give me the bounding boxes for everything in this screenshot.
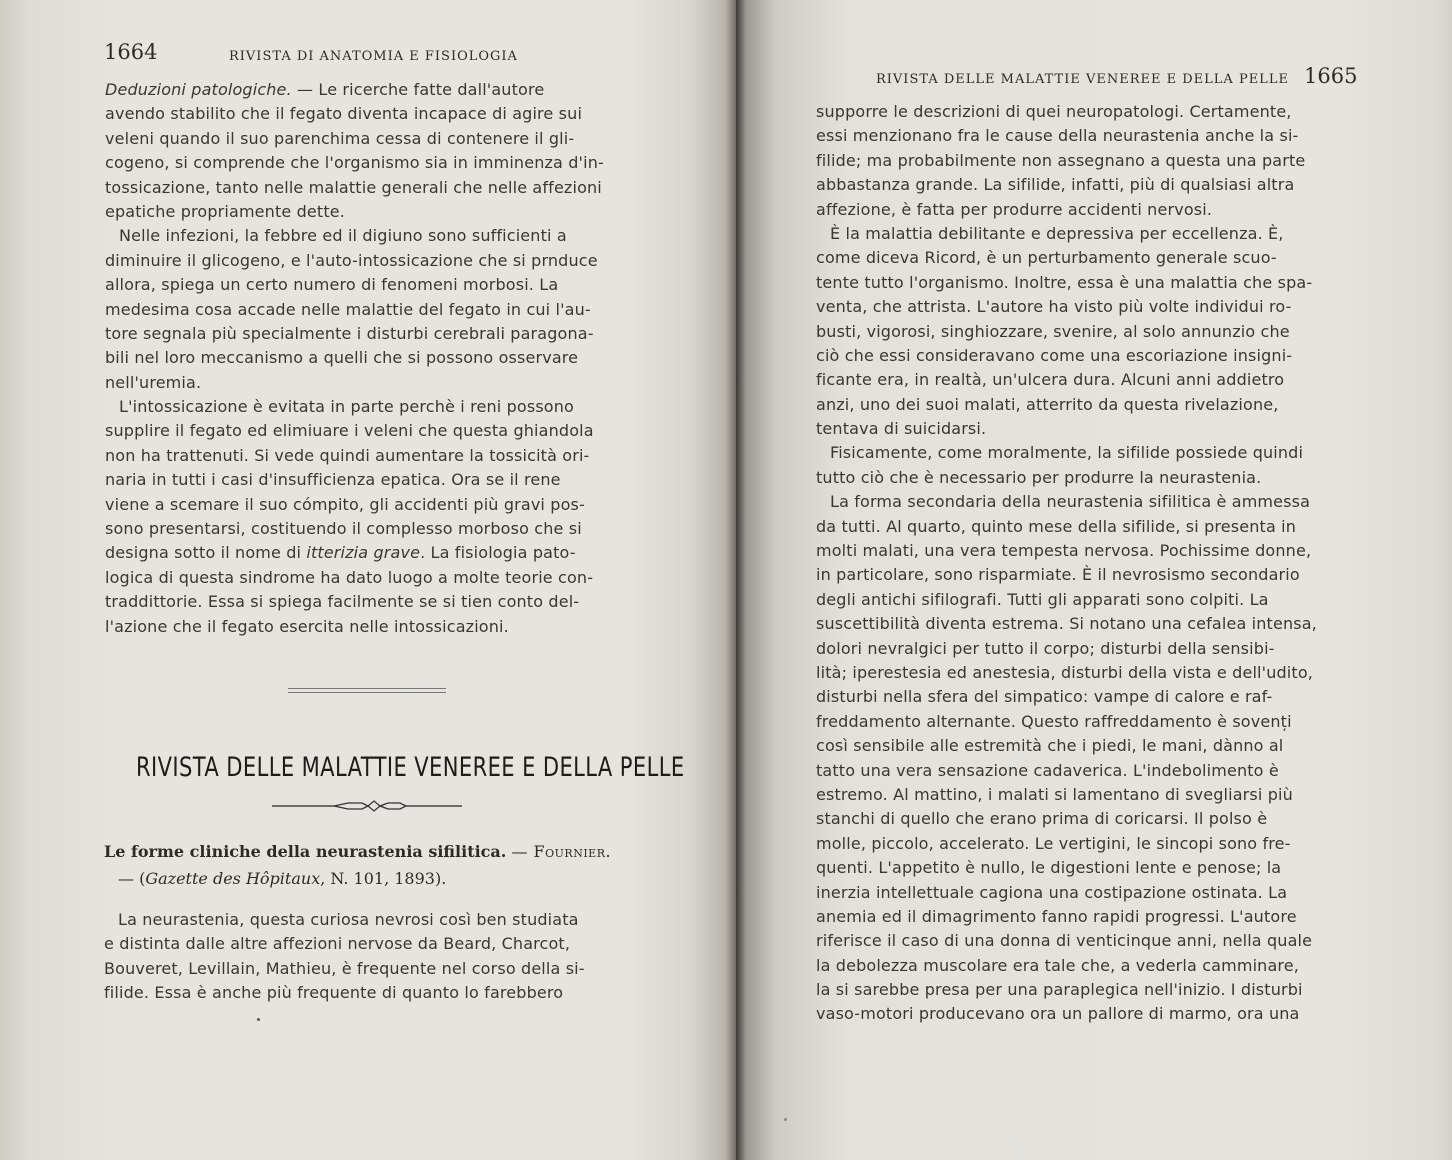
left-article-text [104, 908, 644, 1006]
left-page-number: 1664 [104, 40, 158, 64]
article-heading-line-1 [104, 838, 664, 865]
text-line: riferisce il caso di una donna di venticinque anni, nella quale [816, 931, 1313, 951]
text-line: anzi, uno dei suoi malati, atterrito da questa rivelazione, [816, 394, 1279, 414]
text-line: tente tutto l'organismo. Inoltre, essa è una malattia che spa- [816, 272, 1313, 292]
text-line: affezione, è fatta per produrre accidenti nervosi. [816, 199, 1213, 219]
text-line: e distinta dalle altre affezioni nervose da Beard, Charcot, [104, 934, 571, 954]
text-line: ficante era, in realtà, un'ulcera dura. Alcuni anni addietro [816, 370, 1285, 390]
text-line: non ha trattenuti. Si vede quindi aumentare la tossicità ori- [105, 445, 590, 465]
text-line: tatto una vera sensazione cadaverica. L'indebolimento è [816, 760, 1279, 780]
text-line: disturbi nella sfera del simpatico: vampe di calore e raf- [816, 687, 1273, 707]
text-line: stanchi di quello che erano prima di coricarsi. Il polso è [816, 809, 1268, 829]
text-line: l'azione che il fegato esercita nelle intossicazioni. [105, 616, 509, 636]
print-speck [257, 1018, 260, 1021]
text-line: essi menzionano fra le cause della neurastenia anche la si- [816, 126, 1299, 146]
text-line: tore segnala più specialmente i disturbi cerebrali paragona- [105, 323, 594, 343]
text-line: tossicazione, tanto nelle malattie generali che nelle affezioni [105, 177, 602, 197]
text-line: Fisicamente, come moralmente, la sifilide possiede quindi [830, 443, 1304, 463]
section-title: RIVISTA DELLE MALATTIE VENEREE E DELLA PELLE [136, 752, 685, 783]
text-line: La neurastenia, questa curiosa nevrosi così ben studiata [118, 910, 579, 929]
text-line: Bouveret, Levillain, Mathieu, è frequente nel corso della si- [104, 958, 585, 978]
text-line: medesima cosa accade nelle malattie del fegato in cui l'au- [105, 299, 591, 319]
text-line: La forma secondaria della neurastenia sifilitica è ammessa [830, 492, 1311, 512]
text-line: degli antichi sifilografi. Tutti gli apparati sono colpiti. La [816, 589, 1269, 609]
text-line: allora, spiega un certo numero di fenomeni morbosi. La [105, 275, 559, 295]
text-line: come diceva Ricord, è un perturbamento generale scuo- [816, 248, 1277, 268]
text-line: suscettibilità diventa estrema. Si notano una cefalea intensa, [816, 614, 1317, 634]
line-italic: itterizia grave [306, 543, 421, 563]
left-running-head: RIVISTA DI ANATOMIA E FISIOLOGIA [229, 49, 518, 64]
right-body-text [816, 100, 1356, 1027]
article-heading [104, 838, 664, 892]
article-journal-suffix: , N. 101, 1893). [320, 869, 447, 888]
text-line: inerzia intellettuale cagiona una costipazione ostinata. La [816, 882, 1288, 902]
ornament-rule [272, 800, 462, 812]
text-line: filide; ma probabilmente non assegnano a questa una parte [816, 150, 1306, 170]
text-line: così sensibile alle estremità che i piedi, le mani, dànno al [816, 736, 1284, 756]
text-line: sono presentarsi, costituendo il complesso morboso che si [105, 519, 582, 539]
text-line: bili nel loro meccanismo a quelli che si possono osservare [105, 348, 579, 368]
text-line [105, 541, 645, 565]
text-line: cogeno, si comprende che l'organismo sia in imminenza d'in- [105, 153, 604, 173]
text-line: tutto ciò che è necessario per produrre la neurastenia. [816, 467, 1262, 487]
text-line: lità; iperestesia ed anestesia, disturbi della vista e dell'udito, [816, 662, 1313, 682]
text-line: da tutti. Al quarto, quinto mese della sifilide, si presenta in [816, 516, 1297, 536]
text-line: ciò che essi consideravano come una escoriazione insigni- [816, 345, 1293, 365]
article-journal: Gazette des Hôpitaux [145, 869, 321, 888]
text-line: L'intossicazione è evitata in parte perchè i reni possono [119, 397, 574, 417]
line-text: — Le ricerche fatte dall'autore [291, 80, 545, 99]
article-author: — Fournier. [511, 842, 612, 861]
text-line: dolori nevralgici per tutto il corpo; disturbi della sensibi- [816, 638, 1275, 658]
text-line: anemia ed il dimagrimento fanno rapidi progressi. L'autore [816, 906, 1297, 926]
text-line: traddittorie. Essa si spiega facilmente se si tien conto del- [105, 592, 580, 612]
article-title: Le forme cliniche della neurastenia sifilitica. [104, 842, 507, 861]
section-divider [288, 688, 446, 693]
right-running-head: RIVISTA DELLE MALATTIE VENEREE E DELLA PELLE [876, 72, 1289, 87]
text-line: molle, piccolo, accelerato. Le vertigini, le sincopi sono fre- [816, 833, 1291, 853]
text-line: molti malati, una vera tempesta nervosa. Pochissime donne, [816, 541, 1312, 561]
left-body-text [105, 78, 645, 639]
right-page-number: 1665 [1304, 64, 1358, 88]
text-line: supporre le descrizioni di quei neuropatologi. Certamente, [816, 102, 1292, 121]
text-line: vaso-motori producevano ora un pallore di marmo, ora una [816, 1004, 1300, 1024]
line-text: designa sotto il nome di [105, 543, 307, 563]
text-line: la debolezza muscolare era tale che, a vederla camminare, [816, 955, 1300, 975]
text-line [105, 78, 645, 102]
text-line: logica di questa sindrome ha dato luogo a molte teorie con- [105, 567, 594, 587]
text-line: estremo. Al mattino, i malati si lamentano di svegliarsi più [816, 784, 1293, 804]
line-lead-italic: Deduzioni patologiche. [105, 80, 292, 99]
text-line: avendo stabilito che il fegato diventa incapace di agire sui [105, 104, 583, 124]
text-line: quenti. L'appetito è nullo, le digestioni lente e penose; la [816, 858, 1282, 878]
text-line: È la malattia debilitante e depressiva per eccellenza. È, [830, 223, 1284, 243]
text-line: veleni quando il suo parenchima cessa di contenere il gli- [105, 128, 575, 148]
text-line: tentava di suicidarsi. [816, 419, 987, 439]
text-line: supplire il fegato ed elimiuare i veleni che questa ghiandola [105, 421, 594, 441]
text-line: filide. Essa è anche più frequente di quanto lo farebbero [104, 983, 564, 1003]
text-line: venta, che attrista. L'autore ha visto più volte individui ro- [816, 297, 1292, 317]
text-line: freddamento alternante. Questo raffreddamento è sovenți [816, 711, 1292, 731]
line-text: . La fisiologia pato- [420, 543, 576, 563]
text-line: naria in tutti i casi d'insufficienza epatica. Ora se il rene [105, 470, 561, 490]
article-journal-prefix: — ( [118, 869, 146, 888]
print-speck [784, 1118, 787, 1121]
text-line: nell'uremia. [105, 372, 202, 392]
text-line: viene a scemare il suo cómpito, gli accidenti più gravi pos- [105, 494, 585, 514]
text-line: diminuire il glicogeno, e l'auto-intossicazione che si prnduce [105, 250, 598, 270]
text-line: la si sarebbe presa per una paraplegica nell'inizio. I disturbi [816, 980, 1303, 1000]
text-line: busti, vigorosi, singhiozzare, svenire, al solo annunzio che [816, 321, 1290, 341]
text-line: epatiche propriamente dette. [105, 201, 345, 221]
text-line: Nelle infezioni, la febbre ed il digiuno sono sufficienti a [119, 226, 567, 246]
text-line: abbastanza grande. La sifilide, infatti, più di qualsiasi altra [816, 175, 1295, 195]
text-line: in particolare, sono risparmiate. È il nevrosismo secondario [816, 565, 1300, 585]
article-heading-line-2 [104, 865, 664, 892]
